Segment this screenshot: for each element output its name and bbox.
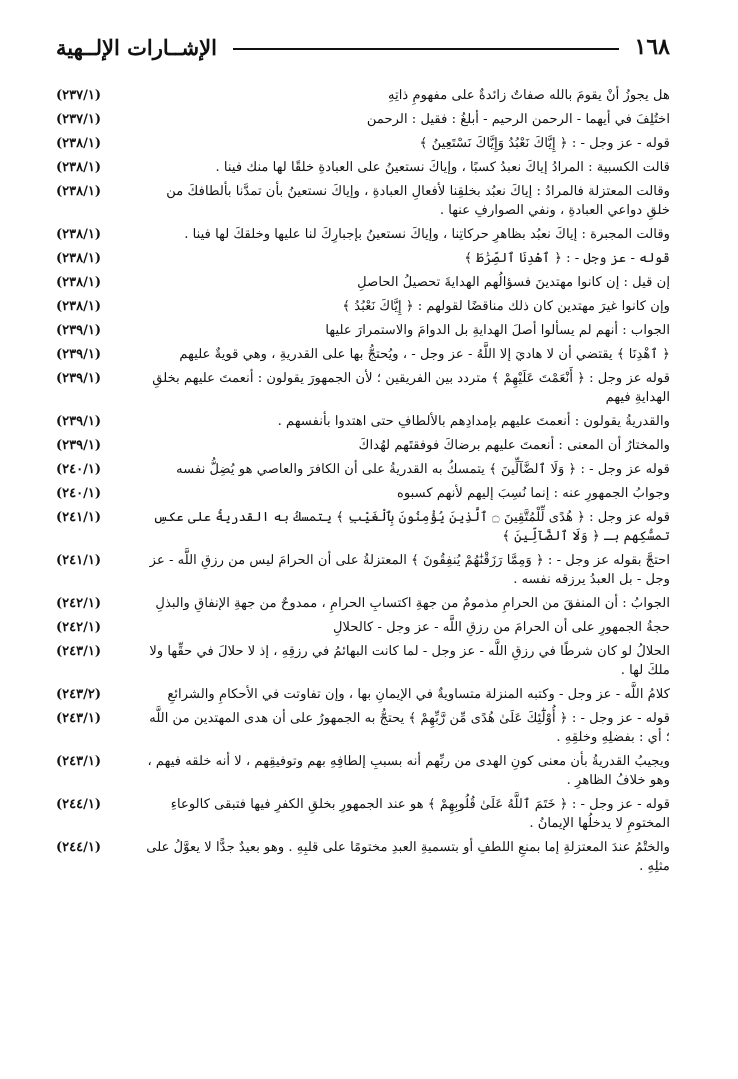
entry-reference: (٢٤٢/١) xyxy=(56,620,101,635)
entry-reference: (٢٤٢/١) xyxy=(56,596,101,611)
entry-reference: (٢٤١/١) xyxy=(56,510,101,525)
entry-reference: (٢٤٣/١) xyxy=(56,644,101,659)
entry-reference: (٢٣٩/١) xyxy=(56,347,101,362)
index-entry xyxy=(56,321,670,340)
entry-reference: (٢٤٤/١) xyxy=(56,797,101,812)
entry-text: الجواب : أنهم لم يسألوا أصلَ الهدايةِ بل الدوامَ والاستمرارَ عليها xyxy=(325,323,670,338)
index-entry xyxy=(56,685,670,704)
entry-text: إن قيل : إن كانوا مهتدينَ فسؤالُهم الهدايةَ تحصيلُ الحاصلِ xyxy=(357,275,670,290)
entry-text: قالت الكسبية : المرادُ إياكَ نعبدُ كسبًا ، وإياكَ نستعينُ على العبادةِ خلقًا لها منك فينا . xyxy=(215,160,670,175)
entry-reference: (٢٣٨/١) xyxy=(56,136,101,151)
entry-reference: (٢٤٠/١) xyxy=(56,462,101,477)
index-entry xyxy=(56,110,670,129)
index-entry xyxy=(56,182,670,220)
entry-text: قوله - عز وجل - : ﴿ ٱهْدِنَا ٱلصِّرَٰطَ ﴾ xyxy=(464,251,670,266)
entry-text: اختُلِفَ في أيهما - الرحمن الرحيم - أبلغُ : فقيل : الرحمن xyxy=(366,112,670,127)
entry-text: ويجيبُ القدريةُ بأن معنى كونِ الهدى من ربِّهم أنه بسببِ إلطافِهِ بهم وتوفيقِهم ، لا أنه خلقه فيهم ، وهو خلافُ الظاهرِ . xyxy=(147,754,670,788)
index-entry xyxy=(56,618,670,637)
index-entry xyxy=(56,436,670,455)
entry-reference: (٢٣٩/١) xyxy=(56,371,101,386)
index-entries xyxy=(56,86,670,876)
entry-text: قوله عز وجل : ﴿ أَنْعَمْتَ عَلَيْهِمْ ﴾ متردد بين الفريقين ؛ لأن الجمهورَ يقولون : أنعمتَ عليهم بخلقِ الهدايةِ فيهم xyxy=(152,371,670,405)
index-entry xyxy=(56,345,670,364)
entry-text: الحلالُ لو كان شرطًا في رزقِ اللَّه - عز وجل - لما كانت البهائمُ في رزقِهِ ، إذ لا حلالَ في حقِّها ولا ملكَ لها . xyxy=(149,644,670,678)
index-entry xyxy=(56,508,670,546)
entry-reference: (٢٣٨/١) xyxy=(56,160,101,175)
index-entry xyxy=(56,795,670,833)
entry-text: وقالت المعتزلة فالمرادُ : إياكَ نعبُد بخلقِنا لأفعالِ العبادةِ ، وإياكَ نستعينُ بأن تمدَّنا بألطافكَ من خلقِ دواعي العبادةِ ، ونفي الصوارفِ عنها . xyxy=(166,184,670,218)
entry-reference: (٢٣٨/١) xyxy=(56,275,101,290)
index-entry xyxy=(56,225,670,244)
entry-text: والمختارُ أن المعنى : أنعمتَ عليهم برضاكَ فوفقتَهم لهُداكَ xyxy=(358,438,670,453)
index-entry xyxy=(56,752,670,790)
index-entry xyxy=(56,158,670,177)
entry-reference: (٢٤١/١) xyxy=(56,553,101,568)
entry-reference: (٢٤٤/١) xyxy=(56,840,101,855)
entry-text: قوله - عز وجل - : ﴿ أُوْلَٰٓئِكَ عَلَىٰ هُدًى مِّن رَّبِّهِمْ ﴾ يحتجُّ به الجمهورُ على أن هدى المهتدين من اللَّه ؛ أي : بفضلِهِ وخلقِهِ . xyxy=(149,711,670,745)
entry-reference: (٢٣٨/١) xyxy=(56,184,101,199)
entry-reference: (٢٤٠/١) xyxy=(56,486,101,501)
index-entry xyxy=(56,134,670,153)
entry-text: قوله - عز وجل - : ﴿ إِيَّاكَ نَعْبُدُ وَإِيَّاكَ نَسْتَعِينُ ﴾ xyxy=(419,136,670,151)
entry-text: وإن كانوا غيرَ مهتدين كان ذلك مناقضًا لقولهم : ﴿ إِيَّاكَ نَعْبُدُ ﴾ xyxy=(342,299,670,314)
index-entry xyxy=(56,484,670,503)
entry-text: وقالت المجبرة : إياكَ نعبُد بظاهرِ حركاتِنا ، وإياكَ نستعينُ بإجبارِكَ لنا عليها وخلقكَ لها فينا . xyxy=(184,227,670,242)
index-entry xyxy=(56,642,670,680)
entry-reference: (٢٣٩/١) xyxy=(56,438,101,453)
index-entry xyxy=(56,412,670,431)
index-entry xyxy=(56,249,670,268)
entry-reference: (٢٤٣/١) xyxy=(56,754,101,769)
entry-text: قوله عز وجل : ﴿ هُدًى لِّلْمُتَّقِينَ ۝ ٱلَّذِينَ يُؤْمِنُونَ بِٱلْغَيْبِ ﴾ يتمسكُ به القدريةُ على عكسِ تمسُّكِهم بـ ﴿ وَلَا ٱلضَّآلِّينَ ﴾ xyxy=(152,510,670,544)
entry-reference: (٢٣٩/١) xyxy=(56,323,101,338)
entry-text: كلامُ اللَّه - عز وجل - وكتبه المنزلة متساويةٌ في الإيمانِ بها ، وإن تفاوتت في الأحكامِ والشرائعِ xyxy=(167,687,670,702)
entry-text: قوله عز وجل - : ﴿ وَلَا ٱلضَّآلِّينَ ﴾ يتمسكُ به القدريةُ على أن الكافرَ والعاصي هو يُضِلُّ نفسه xyxy=(176,462,670,477)
index-entry xyxy=(56,551,670,589)
entry-text: قوله - عز وجل - : ﴿ خَتَمَ ٱللَّهُ عَلَىٰ قُلُوبِهِمْ ﴾ هو عند الجمهورِ بخلقِ الكفرِ فيها فتبقى كالوعاءِ المختومِ لا يدخلُها الإيمانُ . xyxy=(170,797,670,831)
index-entry xyxy=(56,273,670,292)
entry-text: ﴿ ٱهْدِنَا ﴾ يقتضي أن لا هاديَ إلا اللَّهُ - عز وجل - ، ويُحتجُّ بها على القدريةِ ، وهي قويةٌ عليهم xyxy=(179,347,670,362)
index-entry xyxy=(56,297,670,316)
index-entry xyxy=(56,369,670,407)
page-number: ١٦٨ xyxy=(634,34,670,60)
header-rule xyxy=(233,48,619,50)
running-title: الإشــارات الإلــهية xyxy=(56,34,217,60)
index-entry xyxy=(56,86,670,105)
index-entry xyxy=(56,838,670,876)
entry-text: احتجَّ بقوله عز وجل - : ﴿ وَمِمَّا رَزَقْنَٰهُمْ يُنفِقُونَ ﴾ المعتزلةُ على أن الحرامَ ليس من رزقِ اللَّه - عز وجل - بل العبدُ يرزقه نفسه . xyxy=(149,553,670,587)
index-entry xyxy=(56,709,670,747)
entry-reference: (٢٣٨/١) xyxy=(56,251,101,266)
entry-text: الجوابُ : أن المنفقَ من الحرامِ مذمومٌ من جهةِ اكتسابِ الحرامِ ، ممدوحٌ من جهةِ الإنفاقِ والبذلِ xyxy=(155,596,670,611)
entry-text: والقدريةُ يقولون : أنعمتَ عليهم بإمدادِهم بالألطافِ حتى اهتدوا بأنفسهم . xyxy=(277,414,670,429)
entry-reference: (٢٣٨/١) xyxy=(56,299,101,314)
page-header xyxy=(56,30,670,64)
index-entry xyxy=(56,460,670,479)
entry-reference: (٢٤٣/٢) xyxy=(56,687,101,702)
entry-reference: (٢٣٨/١) xyxy=(56,227,101,242)
entry-reference: (٢٣٧/١) xyxy=(56,112,101,127)
entry-reference: (٢٤٣/١) xyxy=(56,711,101,726)
entry-text: حجةُ الجمهورِ على أن الحرامَ من رزقِ اللَّه - عز وجل - كالحلالِ xyxy=(332,620,670,635)
entry-text: والختْمُ عندَ المعتزلةِ إما بمنعِ اللطفِ أو بتسميةِ العبدِ مختومًا على قلبِهِ . وهو بعيدٌ جدًّا لا يعوَّلُ على مثلِهِ . xyxy=(146,840,670,874)
entry-reference: (٢٣٧/١) xyxy=(56,88,101,103)
entry-reference: (٢٣٩/١) xyxy=(56,414,101,429)
entry-text: هل يجوزُ أنْ يقومَ بالله صفاتٌ زائدةٌ على مفهومِ ذاتِهِ xyxy=(388,88,670,103)
index-entry xyxy=(56,594,670,613)
entry-text: وجوابُ الجمهورِ عنه : إنما نُسِبَ إليهم لأنهم كسبوه xyxy=(396,486,670,501)
